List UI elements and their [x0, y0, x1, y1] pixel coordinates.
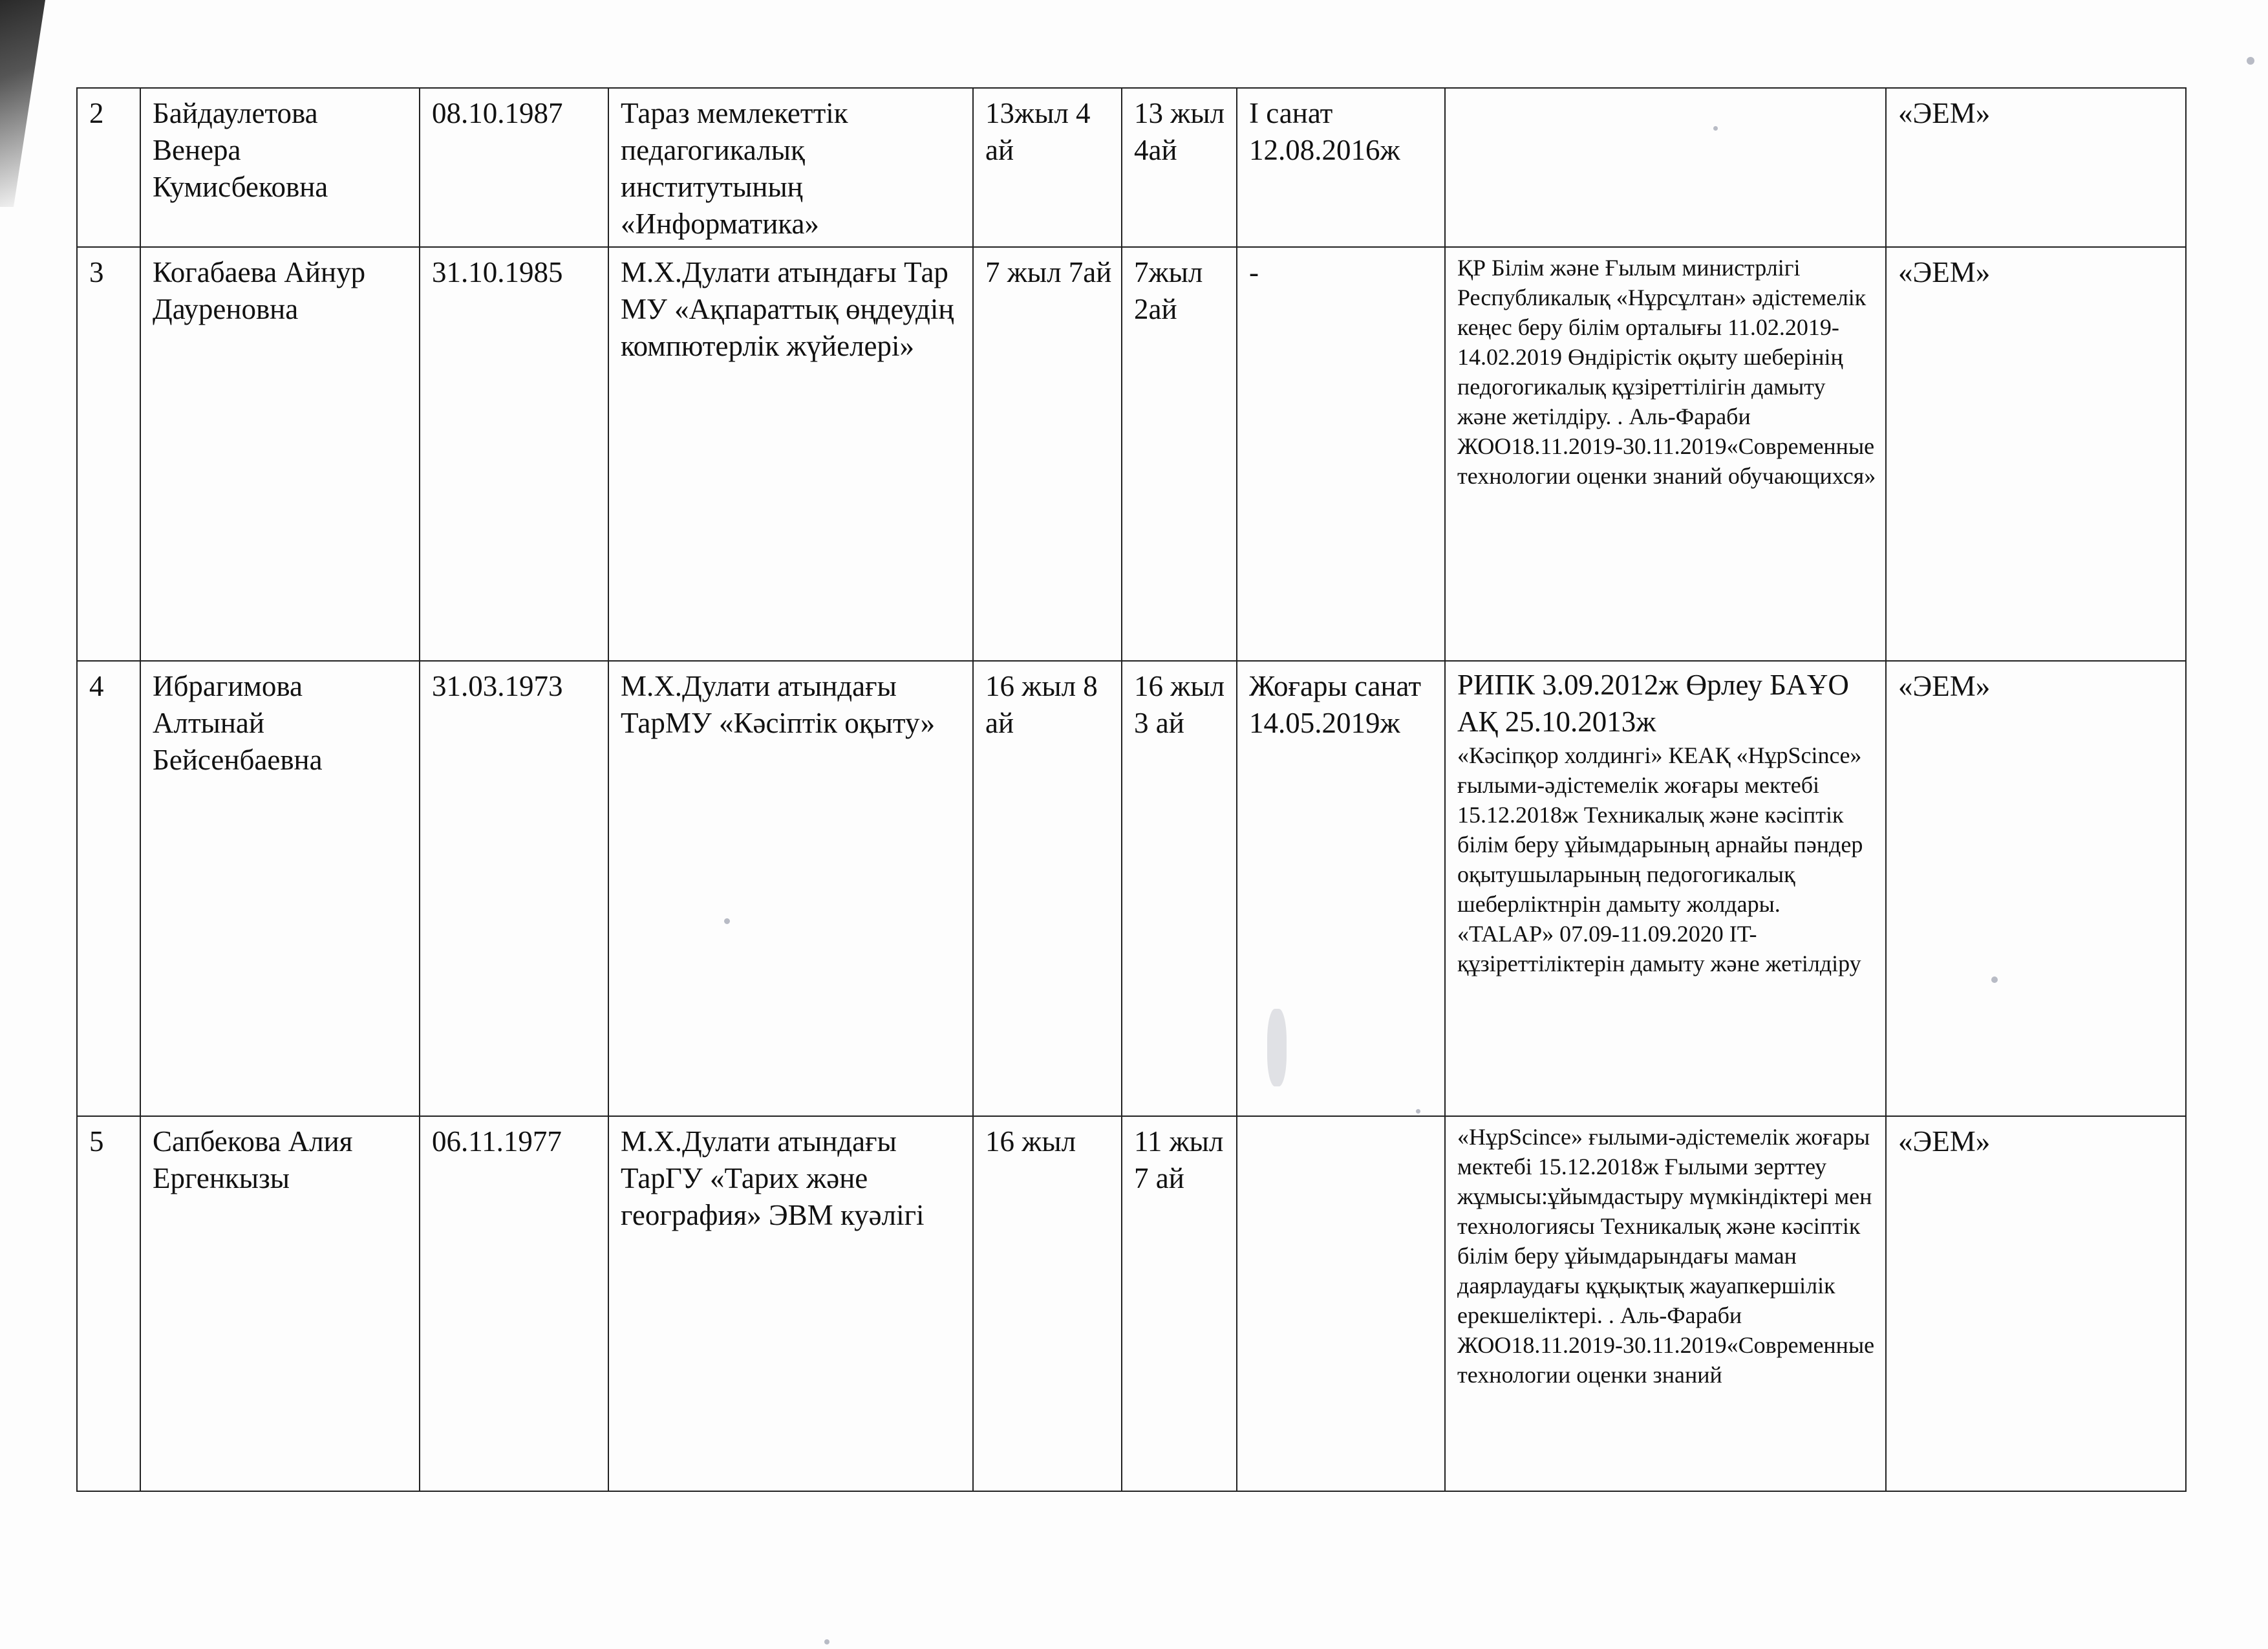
row-number: 2 — [77, 88, 140, 247]
table-row — [77, 661, 2186, 1116]
courses: «НұрScince» ғылыми-әдістемелік жоғары мектебі 15.12.2018ж Ғылыми зерттеу жұмысы:ұйымдастыру мүмкіндіктері мен технологиясы Техникалық және кәсіптік білім беру ұйымдарындағы маман даярлаудағы құқықтық жауапкершілік ерекшеліктері. . Аль-Фараби ЖОО18.11.2019-30.11.2019«Современные технологии оценки знаний — [1445, 1116, 1886, 1491]
full-name: Байдаулетова Венера Кумисбековна — [140, 88, 420, 247]
courses: ҚР Білім және Ғылым министрлігі Республикалық «Нұрсұлтан» әдістемелік кеңес беру білім орталығы 11.02.2019-14.02.2019 Өндірістік оқыту шеберінің педогогикалық құзіреттілігін дамыту және жетілдіру. . Аль-Фараби ЖОО18.11.2019-30.11.2019«Современные технологии оценки знаний обучающихся» — [1445, 247, 1886, 661]
scan-speck — [1713, 126, 1718, 131]
education: М.Х.Дулати атындағы ТарМУ «Кәсіптік оқыту» — [608, 661, 973, 1116]
education: М.Х.Дулати атындағы Тар МУ «Ақпараттық өңдеудің компютерлік жүйелері» — [608, 247, 973, 661]
teaching-experience: 16 жыл 3 ай — [1122, 661, 1237, 1116]
table-row — [77, 88, 2186, 247]
row-number: 3 — [77, 247, 140, 661]
teaching-experience: 11 жыл 7 ай — [1122, 1116, 1237, 1491]
category: - — [1237, 247, 1445, 661]
grade: «ЭЕМ» — [1886, 1116, 2186, 1491]
birth-date: 31.03.1973 — [420, 661, 608, 1116]
full-name: Когабаева Айнур Дауреновна — [140, 247, 420, 661]
birth-date: 08.10.1987 — [420, 88, 608, 247]
row-number: 4 — [77, 661, 140, 1116]
staff-table — [76, 87, 2187, 1492]
grade: «ЭЕМ» — [1886, 247, 2186, 661]
table-row — [77, 247, 2186, 661]
total-experience: 7 жыл 7ай — [973, 247, 1122, 661]
category: I санат 12.08.2016ж — [1237, 88, 1445, 247]
scan-speck — [1991, 976, 1998, 983]
category: Жоғары санат 14.05.2019ж — [1237, 661, 1445, 1116]
courses — [1445, 661, 1886, 1116]
grade: «ЭЕМ» — [1886, 88, 2186, 247]
teaching-experience: 13 жыл 4ай — [1122, 88, 1237, 247]
table-row — [77, 1116, 2186, 1491]
birth-date: 06.11.1977 — [420, 1116, 608, 1491]
total-experience: 13жыл 4 ай — [973, 88, 1122, 247]
full-name: Сапбекова Алия Ергенкызы — [140, 1116, 420, 1491]
birth-date: 31.10.1985 — [420, 247, 608, 661]
scan-edge-shadow — [0, 0, 45, 207]
row-number: 5 — [77, 1116, 140, 1491]
scan-speck — [1267, 1009, 1287, 1086]
full-name: Ибрагимова Алтынай Бейсенбаевна — [140, 661, 420, 1116]
scan-speck — [2247, 57, 2254, 65]
grade: «ЭЕМ» — [1886, 661, 2186, 1116]
education: Тараз мемлекеттік педагогикалық институтының «Информатика» — [608, 88, 973, 247]
total-experience: 16 жыл 8 ай — [973, 661, 1122, 1116]
total-experience: 16 жыл — [973, 1116, 1122, 1491]
courses-text: «Кәсіпқор холдингі» КЕАҚ «НұрScince» ғылыми-әдістемелік жоғары мектебі 15.12.2018ж Техникалық және кәсіптік білім беру ұйымдарының арнайы пәндер оқытушыларының педогогикалық шеберліктнрін дамыту жолдары. «TALAP» 07.09-11.09.2020 IT-құзіреттіліктерін дамыту және жетілдіру — [1457, 742, 1863, 976]
scan-speck — [824, 1639, 829, 1644]
scan-speck — [724, 918, 730, 924]
teaching-experience: 7жыл 2ай — [1122, 247, 1237, 661]
courses — [1445, 88, 1886, 247]
education: М.Х.Дулати атындағы ТарГУ «Тарих және география» ЭВМ куәлігі — [608, 1116, 973, 1491]
scan-speck — [1416, 1109, 1420, 1114]
courses-heading: РИПК 3.09.2012ж Өрлеу БАҰО АҚ 25.10.2013ж — [1457, 669, 1849, 738]
category — [1237, 1116, 1445, 1491]
